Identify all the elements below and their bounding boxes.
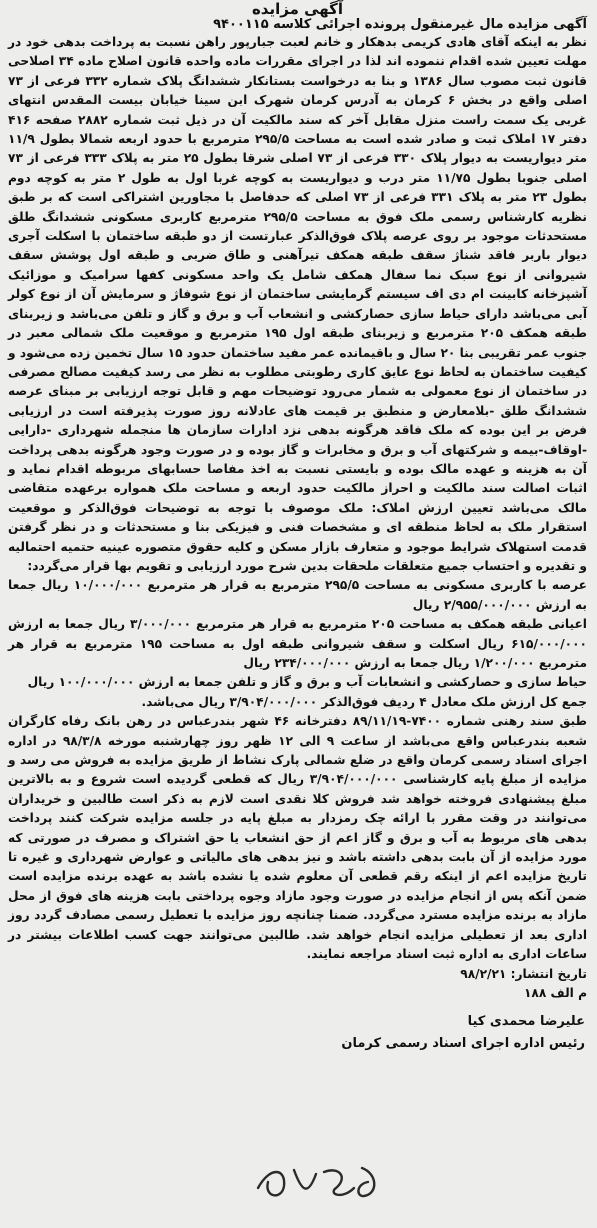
notice-content [6,0,589,1228]
signatory-name: علیرضا محمدی کیا [467,1014,585,1030]
valuation-land: عرصه با کاربری مسکونی به مساحت ۲۹۵/۵ مترمربع به قرار هر مترمربع ۱۰/۰۰۰/۰۰۰ ریال جمعا به ارزش ۲/۹۵۵/۰۰۰/۰۰۰ ریال [8,578,588,612]
auction-details: طبق سند رهنی شماره ۷۴۰۰-۸۹/۱۱/۱۹ دفترخانه ۴۶ شهر بندرعباس در رهن بانک رفاه کارگران شعبه بندرعباس واقع می‌باشد از ساعت ۹ الی ۱۲ ظهر روز چهارشنبه مورخه ۹۸/۳/۸ در اداره اجرای اسناد رسمی کرمان واقع در ضلع شمالی پارک نشاط از طریق مزایده به فروش می رسد و مزایده از مبلغ پایه کارشناسی ۳/۹۰۴/۰۰۰/۰۰۰ ریال که قطعی گردیده است شروع و به بالاترین مبلغ پیشنهادی فروخته خواهد شد فروش کلا نقدی است لازم به ذکر است طالبین و خریداران می‌توانند در وقت مقرر با ارائه چک رمزدار به مبلغ پایه در جلسه مزایده شرکت کنند پرداخت بدهی های مربوط به آب و برق و گاز اعم از حق انشعاب یا حق اشتراک و مصرف در صورتی که مورد مزایده از آن بابت بدهی داشته باشد و نیز بدهی های مالیاتی و عوارض شهرداری و غیره تا تاریخ مزایده اعم از اینکه رقم قطعی آن معلوم شده یا نشده باشد به عهده برنده مزایده است ضمن آنکه پس از انجام مزایده در صورت وجود مازاد وجوه پرداختی بابت هزینه های فوق از محل مازاد به برنده مزایده مسترد می‌گردد. ضمنا چنانچه روز مزایده با تعطیل رسمی مصادف گردد روز اداری بعد از تعطیلی مزایده انجام خواهد شد. طالبین می‌توانند جهت کسب اطلاعات بیشتر در ساعات اداری به اداره ثبت اسناد مراجعه نمایند. [8,714,588,962]
notice-title: آگهی مزایده [251,0,344,18]
notice-code: م الف ۱۸۸ [523,985,587,1000]
handwritten-note [250,1148,390,1208]
publish-date: تاریخ انتشار: ۹۸/۲/۲۱ [460,966,587,981]
notice-heading: آگهی مزایده مال غیرمنقول پرونده اجرائی کلاسه ۹۴۰۰۱۱۵ [213,17,587,32]
valuation-yard: حیاط سازی و حصارکشی و انشعابات آب و برق و گاز و تلفن جمعا به ارزش ۱۰۰/۰۰۰/۰۰۰ ریال [27,675,587,690]
valuation-building: اعیانی طبقه همکف به مساحت ۲۰۵ مترمربع به قرار هر مترمربع ۳/۰۰۰/۰۰۰ ریال جمعا به ارزش ۶۱۵/۰۰۰/۰۰۰ ریال اسکلت و سقف شیروانی طبقه اول به مساحت ۱۹۵ مترمربع به قرار هر مترمربع ۱/۲۰۰/۰۰۰ ریال جمعا به ارزش ۲۳۴/۰۰۰/۰۰۰ ریال [8,617,587,670]
signatory-title: رئیس اداره اجرای اسناد رسمی کرمان [341,1036,585,1052]
valuation-total: جمع کل ارزش ملک معادل ۴ ردیف فوق‌الذکر ۳/۹۰۴/۰۰۰/۰۰۰ ریال می‌باشد. [141,694,587,709]
notice-body: نظر به اینکه آقای هادی کریمی بدهکار و خانم لعبت جبارپور راهن نسبت به پرداخت بدهی خود در مهلت تعیین شده اقدام ننموده اند لذا در اجرای مقررات ماده واحده قانون اصلاح ماده ۳۴ اصلاحی قانون ثبت مصوب سال ۱۳۸۶ و بنا به درخواست بستانکار ششدانگ پلاک شماره ۳۳۲ فرعی از ۷۳ اصلی واقع در بخش ۶ کرمان به آدرس کرمان شهرک ابن سینا خیابان بیست المقدس انتهای غربی یک سمت راست منزل مقابل آخر که سند مالکیت آن در ذیل ثبت شماره ۲۸۸۲ صفحه ۴۱۶ دفتر ۱۷ املاک ثبت و صادر شده است به مساحت ۲۹۵/۵ مترمربع با حدود اربعه شمالا بطول ۱۱/۹ متر دیواریست به دیوار پلاک ۳۳۰ فرعی از ۷۳ اصلی شرقا بطول ۲۵ متر به پلاک ۳۳۳ فرعی از ۷۳ اصلی جنوبا بطول ۱۱/۷۵ متر درب و دیواریست به کوچه غربا اول به طول ۲ متر به کوچه دوم بطول ۲۳ متر به پلاک ۳۳۱ فرعی از ۷۳ اصلی که حدفاصل با مجاورین اشتراکی است که بر طبق نظریه کارشناس رسمی ملک فوق به مساحت ۲۹۵/۵ مترمربع کاربری مسکونی ششدانگ طلق مستحدثات موجود بر روی عرصه پلاک فوق‌الذکر عبارتست از دو طبقه ساختمان با اسکلت آجری دیوار باربر فاقد شناژ سقف طبقه همکف تیرآهنی و طاق ضربی و طبقه اول پوشش سقف شیروانی از نوع سبک نما سفال همکف شامل یک واحد مسکونی کفها سرامیک و موزائیک آشپزخانه کابینت ام دی اف سیستم گرمایشی ساختمان از نوع شوفاژ و سرمایش آن از نوع کولر آبی می‌باشد دارای حیاط سازی حصارکشی و انشعاب آب و برق و گاز و تلفن می‌باشد و زیربنای طبقه همکف ۲۰۵ مترمربع و زیربنای طبقه اول ۱۹۵ مترمربع و موقعیت ملک شمالی معبر در جنوب عمر تقریبی بنا ۲۰ سال و باقیمانده عمر مفید ساختمان حدود ۱۵ سال تخمین زده می‌شود و کیفیت ساختمان به لحاظ نوع عایق کاری رطوبتی مطلوب به نظر می رسد کیفیت مصالح مصرفی در ساختمان از نوع معمولی به شمار می‌رود توضیحات مهم و قابل توجه ارزیابی بر مبنای عرصه ششدانگ طلق -بلامعارض و منطبق بر قیمت های عادلانه روز صورت پذیرفته است در ارزیابی فرض بر این بوده که ملک فاقد هرگونه بدهی نزد ادارات سازمان ها منجمله شهرداری -دارایی -اوقاف-بیمه و شرکتهای آب و برق و مخابرات و گاز بوده و در صورت وجود هرگونه بدهی پرداخت آن به هزینه و عهده مالک بوده و بایستی نسبت به اخذ مفاصا حسابهای مربوطه اقدام نماید و اثبات اصالت سند مالکیت و احراز مالکیت حدود اربعه و مساحت ملک همواره برعهده متقاضی مالک می‌باشد تعیین ارزش املاک: ملک موصوف با توجه به توضیحات فوق‌الذکر و موقعیت استقرار ملک به لحاظ منطقه ای و مشخصات فنی و فیزیکی بنا و مستحدثات و در نظر گرفتن قدمت استهلاک شرایط موجود و متعارف بازار مسکن و کلیه حقوق متصوره عینیه حتمیه احتمالیه و تقدیره و احتساب جمیع متعلقات ملحقات بدین شرح مورد ارزیابی و تقویم بها قرار می‌گردد: [8,35,588,573]
